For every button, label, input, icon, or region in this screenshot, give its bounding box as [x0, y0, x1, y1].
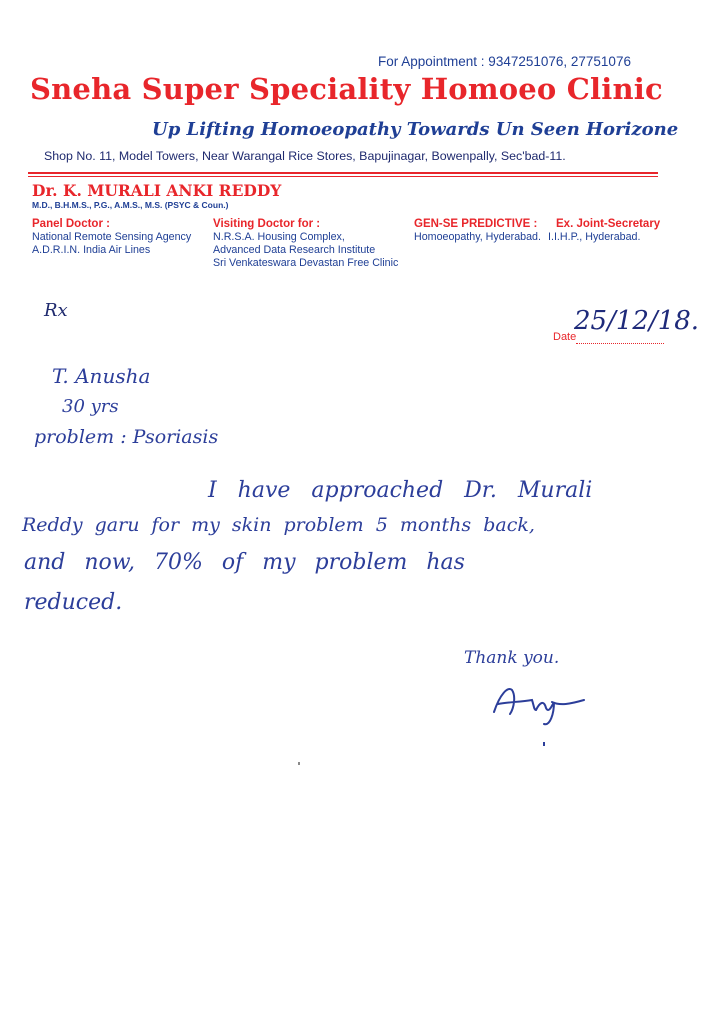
panel-doctor-line: National Remote Sensing Agency — [32, 231, 192, 243]
visiting-doctor-line: Sri Venkateswara Devastan Free Clinic — [213, 257, 399, 269]
clinic-address: Shop No. 11, Model Towers, Near Warangal Rice Stores, Bapujinagar, Bowenpally, Sec'bad-11. — [44, 149, 566, 163]
date-value: 25/12/18. — [574, 306, 700, 336]
ink-dot — [543, 742, 545, 746]
clinic-name: Sneha Super Speciality Homoeo Clinic — [30, 72, 663, 106]
joint-secretary-column — [548, 218, 660, 243]
doctor-qualifications: M.D., B.H.M.S., P.G., A.M.S., M.S. (PSYC & Coun.) — [32, 200, 229, 210]
panel-doctor-column — [32, 218, 191, 256]
ink-dot — [298, 762, 300, 765]
panel-doctor-line: A.D.R.I.N. India Air Lines — [32, 244, 151, 256]
patient-name: T. Anusha — [52, 364, 151, 388]
signature — [488, 680, 588, 730]
visiting-doctor-line: N.R.S.A. Housing Complex, — [213, 231, 345, 243]
note-body-line: Reddy garu for my skin problem 5 months back, — [22, 514, 535, 536]
panel-doctor-heading: Panel Doctor : — [32, 218, 110, 230]
visiting-doctor-line: Advanced Data Research Institute — [213, 244, 376, 256]
date-label: Date — [553, 331, 577, 343]
joint-secretary-line: I.I.H.P., Hyderabad. — [548, 231, 641, 243]
header-divider-top — [28, 172, 658, 174]
joint-secretary-heading: Ex. Joint-Secretary — [556, 218, 661, 230]
gense-column — [414, 218, 541, 243]
note-body-line: I have approached Dr. Murali — [208, 478, 593, 503]
visiting-doctor-heading: Visiting Doctor for : — [213, 218, 321, 230]
patient-age: 30 yrs — [62, 396, 119, 417]
doctor-name: Dr. K. MURALI ANKI REDDY — [32, 181, 282, 200]
rx-symbol: Rx — [44, 300, 68, 321]
gense-line: Homoeopathy, Hyderabad. — [414, 231, 541, 243]
note-body-line: reduced. — [24, 590, 123, 615]
closing-text: Thank you. — [464, 648, 560, 668]
patient-problem: problem : Psoriasis — [34, 426, 219, 448]
clinic-tagline: Up Lifting Homoeopathy Towards Un Seen Horizone — [152, 119, 679, 140]
header-divider-thin — [28, 176, 658, 177]
visiting-doctor-column — [213, 218, 398, 269]
appointment-line: For Appointment : 9347251076, 27751076 — [378, 54, 631, 69]
date-dotted-line — [576, 343, 664, 344]
note-body-line: and now, 70% of my problem has — [24, 550, 465, 575]
gense-heading: GEN-SE PREDICTIVE : — [414, 218, 538, 230]
